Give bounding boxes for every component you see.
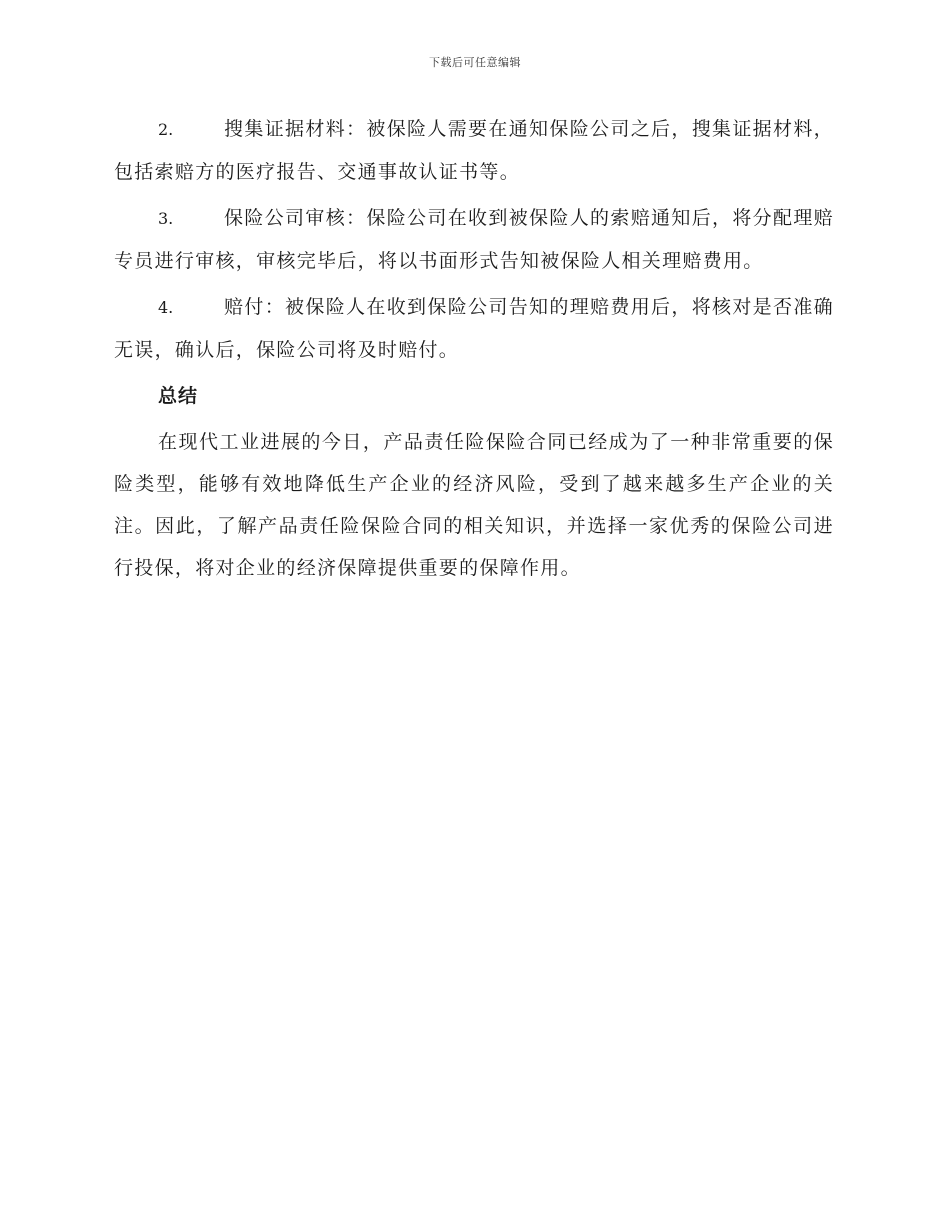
list-number: 2. xyxy=(158,120,174,139)
document-body xyxy=(114,108,834,589)
list-number: 3. xyxy=(158,209,174,228)
list-number: 4. xyxy=(158,298,174,317)
list-item-2 xyxy=(114,108,834,193)
summary-heading: 总结 xyxy=(158,385,199,407)
list-item-3 xyxy=(114,197,834,282)
list-item-4 xyxy=(114,286,834,371)
list-text: 保险公司审核：保险公司在收到被保险人的索赔通知后，将分配理赔专员进行审核，审核完毕后，将以书面形式告知被保险人相关理赔费用。 xyxy=(114,207,834,272)
page-header: 下载后可任意编辑 xyxy=(429,56,521,69)
summary-paragraph: 在现代工业进展的今日，产品责任险保险合同已经成为了一种非常重要的保险类型，能够有效地降低生产企业的经济风险，受到了越来越多生产企业的关注。因此，了解产品责任险保险合同的相关知识，并选择一家优秀的保险公司进行投保，将对企业的经济保障提供重要的保障作用。 xyxy=(114,431,834,579)
list-text: 搜集证据材料：被保险人需要在通知保险公司之后，搜集证据材料，包括索赔方的医疗报告、交通事故认证书等。 xyxy=(114,118,834,183)
list-text: 赔付：被保险人在收到保险公司告知的理赔费用后，将核对是否准确无误，确认后，保险公司将及时赔付。 xyxy=(114,296,834,361)
